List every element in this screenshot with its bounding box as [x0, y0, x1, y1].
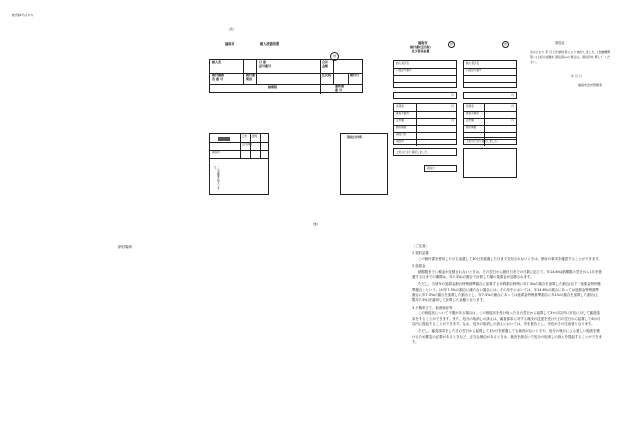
- mid-receipt-note: 上記のとおり領収しました。: [396, 151, 430, 154]
- amount-total-label: 合計 金額: [322, 60, 329, 68]
- mid-row-2-label: 督促手数料: [396, 112, 409, 115]
- mid-row-4-label: 納付期限: [396, 126, 407, 129]
- lower-label-3: 通知: [252, 135, 258, 138]
- note-heading-3: 3 不服申立て、取消訴訟等: [412, 305, 453, 310]
- form-number-caption: 様式第4号(その7): [12, 14, 33, 17]
- right-receipt-note: 上記のとおり領収しました。: [466, 140, 500, 143]
- right-stamp-mark: ㊞: [503, 41, 507, 46]
- notes-title: 〈ご注意〉: [412, 244, 429, 248]
- payer-no-label: 納付義務 者 番 号: [212, 73, 225, 81]
- right-header-table: [463, 60, 517, 88]
- slip-title: 納入済通知書: [260, 42, 280, 46]
- right-header-row-1: 納入者氏名: [466, 62, 479, 65]
- receipt-stamp-box: [340, 133, 388, 195]
- note-body-2: 納期限までに税金が完納されないときは、その翌日から納付日までの日数に応じて、年14.6%(納期限の翌日から1月を経過する日までの期間は、年7.3%)の割合で計算した額の延滞金が加算されます。: [412, 269, 602, 280]
- slip-upper-table: [209, 59, 363, 93]
- mid-row-1-unit: 円: [451, 105, 454, 108]
- notice-signature: 福島市会計管理者: [578, 83, 603, 87]
- mid-form-title: 納付書(住民税) 及び領収証書: [410, 45, 431, 53]
- note-body-3b: ただし、審査請求をした日の翌日から起算して3か月を経過しても裁決がないときや、処分の執行による著しい損害を避けるため緊急の必要があるときなど、正当な理由があるときは、裁決を経ないで処分の取消しの訴えを提起することができます。: [412, 329, 602, 344]
- mid-header-row-1: 納入者氏名: [396, 62, 409, 65]
- mid-date-box: [424, 165, 457, 172]
- notes-section: [412, 244, 602, 347]
- back-side-mark: (裏): [313, 223, 318, 226]
- mid-amount-unit: 円: [451, 94, 454, 97]
- note-heading-1: 1 領収証書: [412, 250, 429, 255]
- right-stamp-circle: [502, 41, 509, 48]
- note-body-2b: ただし、当該年の延滞金割合特例基準割合に加算する年利割合特例に年7.3%の割合を加算した割合(以下「延滞金特例基準割合」という。)が年7.3%の割合に満たない場合には、その年中においては、年14.6%の割合にあっては延滞金特例基準割合に年7.3%の割合を加算した割合とし、年7.3%の割合にあっては延滞金特例基準割合に年1%の割合を加算した割合(上限年7.3%)を適用して計算した金額となります。: [412, 282, 601, 303]
- lower-label-2: 日計: [242, 135, 248, 138]
- right-amount-unit: 円: [511, 94, 514, 97]
- mid-row-5-label: 領収日付: [396, 133, 407, 136]
- account-label: 口 座 記号番号: [259, 60, 272, 68]
- mid-form-org: 福島市: [418, 41, 428, 45]
- notice-no-label: 通知書 番 号: [335, 84, 345, 92]
- gray-marker: [218, 137, 230, 141]
- front-side-mark: (表): [229, 28, 234, 31]
- right-receipt-note-box: [463, 137, 517, 145]
- receipt-box-title: 領収日付印: [347, 135, 363, 139]
- mid-row-6-label: 領収印: [396, 140, 404, 143]
- mid-detail-table: [393, 103, 457, 145]
- right-amount-row: [463, 92, 517, 99]
- pay-date-label: 納付日: [350, 73, 360, 77]
- mid-header-row-2: 口座記号番号: [396, 69, 412, 72]
- mid-header-table: [393, 60, 457, 88]
- notice-date-line: 年 月 日: [571, 74, 582, 78]
- vertical-note: この金額を納入します。: [213, 166, 220, 190]
- notice-title: 領収証: [555, 41, 565, 45]
- stamp-mark: ㊞: [332, 53, 336, 58]
- mid-date-box-label: 領収日: [427, 167, 435, 170]
- right-row-3-unit: 円: [511, 119, 514, 122]
- due-date-label: 納期限: [268, 85, 278, 89]
- payer-label: 納入者: [212, 60, 222, 64]
- right-blank-box: [463, 148, 517, 178]
- mid-row-1-label: 延滞金: [396, 105, 404, 108]
- mid-stamp-circle: [448, 41, 455, 48]
- note-heading-2: 2 延滞金: [412, 263, 426, 268]
- right-row-4-label: 納付期限: [466, 126, 477, 129]
- notice-body: 次のとおり 年 月 日付納付書により 納付しました。(金融機関等へ)上記の金額を 領収済みの 場合は、領収印を 押して ください。: [530, 50, 610, 64]
- mid-stamp-mark: ㊞: [449, 41, 453, 46]
- right-row-1-unit: 円: [511, 105, 514, 108]
- tax-item-label: 住民税: [322, 73, 332, 77]
- mid-row-3-unit: 円: [451, 119, 454, 122]
- mid-amount-row: [393, 92, 457, 99]
- note-body-1: この納付書を使用したのち返還して30日を経過した日まで交付されないときは、納付の事実を確認することができます。: [418, 256, 602, 261]
- right-row-2-label: 督促手数料: [466, 112, 479, 115]
- mid-row-3-label: 合計額: [396, 119, 404, 122]
- note-body-3: この督促状について不服がある場合は、この督促状を受け取った日の翌日から起算して3か月以内に市長に対して審査請求をすることができます。また、処分の取消しの訴えは、審査請求に対する裁決の送達を受けた日の翌日から起算して6か月以内に提起することができます。なお、処分の取消しの訴えにおいては、市を被告とし、市長がその代表者となります。: [412, 311, 601, 327]
- lower-label-4: (住民税): [242, 143, 252, 146]
- payment-place-label: 納付場所: [118, 245, 133, 249]
- right-row-1-label: 延滞金: [466, 105, 474, 108]
- slip-org-name: 福島市: [225, 42, 235, 46]
- lower-label-1: 領収印: [212, 151, 220, 154]
- right-row-3-label: 合計額: [466, 119, 474, 122]
- slip-lower-table: [209, 133, 269, 195]
- right-header-row-2: 口座記号番号: [466, 69, 482, 72]
- mid-receipt-note-box: [393, 148, 457, 156]
- period-label: 納付書 期別: [246, 73, 256, 81]
